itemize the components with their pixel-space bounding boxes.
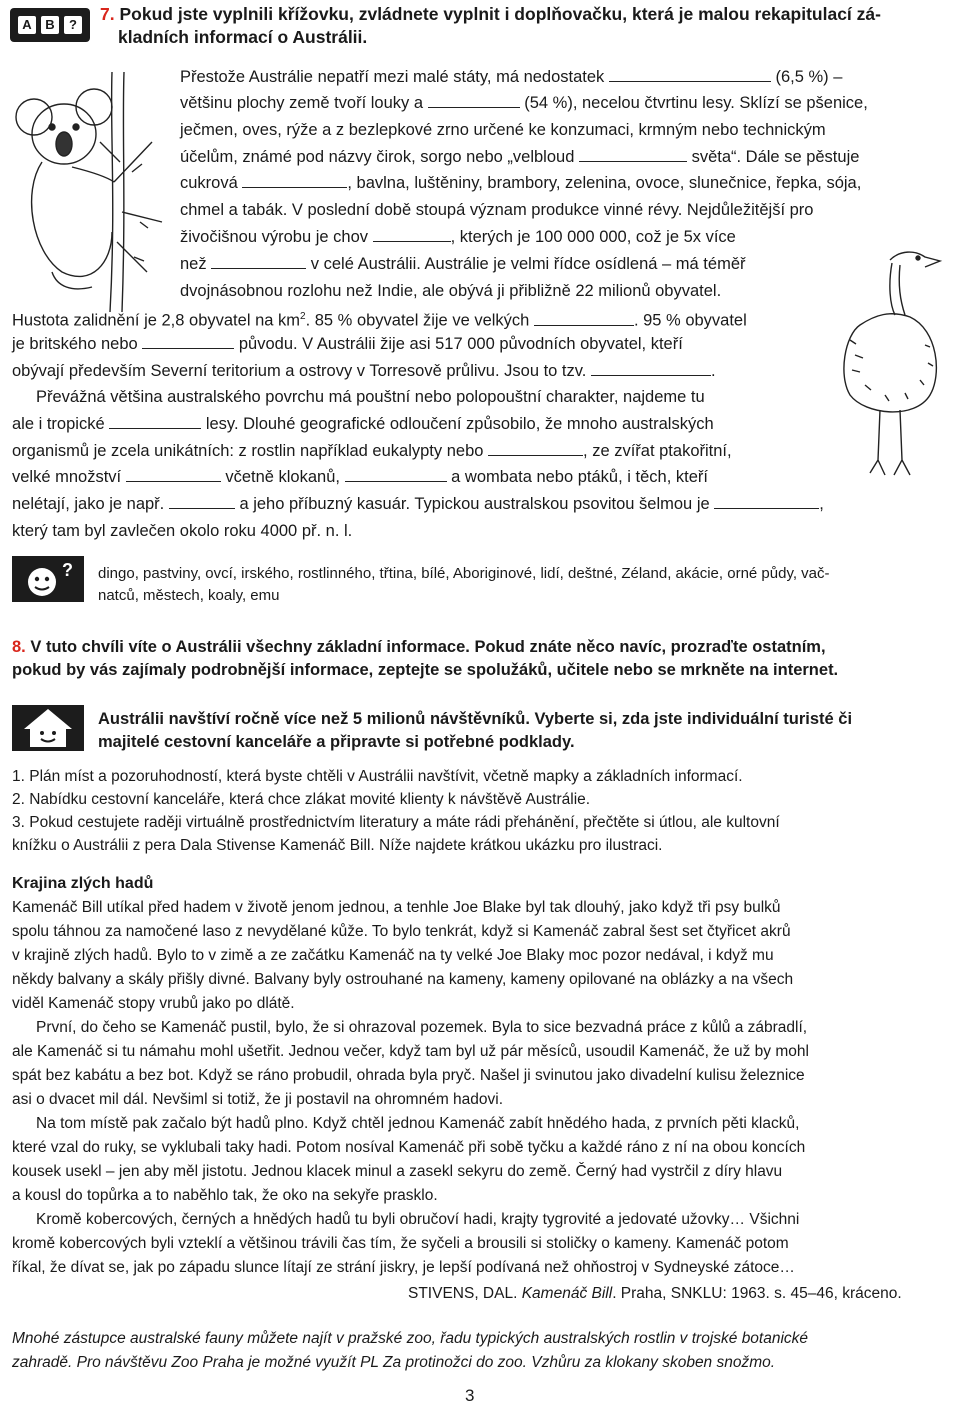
blank-ovci[interactable]	[373, 227, 451, 242]
cloze-line-5: cukrová , bavlna, luštěniny, brambory, zelenina, ovoce, slunečnice, řepka, sója,	[180, 174, 862, 192]
story-line: a kousl do topůrka a to naběhlo tak, že oko na sekyře prasklo.	[12, 1187, 438, 1204]
task8-number: 8.	[12, 638, 26, 656]
task7-heading-line2: kladních informací o Austrálii.	[118, 27, 368, 47]
story-line: které vzal do ruky, se vyklubali taky hadi. Potom nosíval Kamenáč při sobě tyčku a každé ráno z ní na obou koncích	[12, 1139, 806, 1156]
homework-line2: majitelé cestovní kanceláře a připravte si potřebné podklady.	[98, 733, 575, 751]
word-bank-line2: natců, městech, koaly, emu	[98, 587, 280, 604]
blank-aboriginove[interactable]	[591, 361, 711, 376]
story-line: spát bez kabátu a bez bot. Když se ráno probudil, ohrada byla pryč. Našel ji svinutou jako divadelní kulisu železnice	[12, 1067, 805, 1084]
badge-letter-a: A	[18, 16, 36, 34]
cloze-line-6: chmel a tabák. V poslední době stoupá význam produkce vinné révy. Nejdůležitější pro	[180, 201, 814, 219]
cloze-line-7: živočišnou výrobu je chov , kterých je 100 000 000, což je 5x více	[180, 228, 736, 246]
blank-dingo[interactable]	[714, 494, 819, 509]
story-line: ale Kamenáč si tu námahu mohl ušetřit. Jednou večer, když tam byl už pár měsíců, usoudil Kamenáč, že už by mohl	[12, 1043, 809, 1060]
task7-heading-line1: 7. Pokud jste vyplnili křížovku, zvládnete vyplnit i doplňovačku, která je malou rekapitulací zá-	[100, 4, 881, 24]
option-2: 2. Nabídku cestovní kanceláře, která chce zlákat movité klienty k návštěvě Austrálie.	[12, 791, 591, 808]
blank-orne-pudy[interactable]	[609, 67, 771, 82]
story-line: říkal, že dívat se, jak po západu slunce lítají ze strání jiskry, je lepší podívaná než ohňostroj v Sydneyské zátoce…	[12, 1259, 795, 1276]
page-number: 3	[465, 1386, 475, 1405]
story-line: asi o dvacet mil dál. Nevšiml si totiž, že ji postavil na ohromném hadovi.	[12, 1091, 504, 1108]
cloze-line-16: velké množství včetně klokanů, a wombata nebo ptáků, i těch, kteří	[12, 468, 708, 486]
abc-badge-icon	[10, 8, 90, 42]
emu-illustration	[830, 245, 948, 480]
cloze-line-9: dvojnásobnou rozlohu než Indie, ale obývá ji přibližně 22 milionů obyvatel.	[180, 282, 722, 300]
cloze-line-17: nelétají, jako je např. a jeho příbuzný kasuár. Typickou australskou psovitou šelmou je ,	[12, 495, 824, 513]
blank-irskeho[interactable]	[142, 334, 234, 349]
cloze-line-4: účelům, známé pod názvy čirok, sorgo nebo „velbloud světa“. Dále se pěstuje	[180, 148, 860, 166]
option-1: 1. Plán míst a pozoruhodností, která byste chtěli v Austrálii navštívit, včetně mapky a základních informací.	[12, 768, 743, 785]
task8-line1: 8. V tuto chvíli víte o Austrálii všechny základní informace. Pokud znáte něco navíc, prozraďte ostatním,	[12, 638, 826, 656]
cloze-line-2: většinu plochy země tvoří louky a (54 %), necelou čtvrtinu lesy. Sklízí se pšenice,	[180, 94, 868, 112]
story-line: První, do čeho se Kamenáč pustil, bylo, že si ohrazoval pozemek. Byla to sice bezvadná práce z kůlů a zábradlí,	[36, 1019, 808, 1036]
home-icon	[12, 705, 84, 751]
footer-note-line2: zahradě. Pro návštěvu Zoo Praha je možné využít PL Za protinožci do zoo. Vzhůru za klokany skoben snožmo.	[12, 1354, 776, 1371]
story-line: kousek usekl – jen aby měl jistotu. Jednou klacek minul a zasekl sekyru do země. Černý had vystrčil z díry hlavu	[12, 1163, 783, 1180]
cloze-line-1: Přestože Austrálie nepatří mezi malé státy, má nedostatek (6,5 %) –	[180, 68, 843, 86]
story-line: spolu táhnou za namočené laso z nevydělané kůže. To bylo tenkrát, když si Kamenáč zabral šest set čtyřicet akrů	[12, 923, 791, 940]
word-bank-line1: dingo, pastviny, ovcí, irského, rostlinného, třtina, bílé, Aboriginové, lidí, deštné, Zéland, akácie, orné půdy, vač-	[98, 565, 830, 582]
blank-vacnatcu[interactable]	[126, 467, 221, 482]
badge-letter-b: B	[41, 16, 59, 34]
story-line: Kromě kobercových, černých a hnědých hadů tu byli obručoví hadi, krajty tygrovité a jedovaté užovky… Všichni	[36, 1211, 800, 1228]
blank-mestech[interactable]	[534, 311, 634, 326]
badge-letter-q: ?	[64, 16, 82, 34]
blank-pastviny[interactable]	[428, 93, 520, 108]
story-line: v krajině zlých hadů. Bylo to v zimě a ze začátku Kamenáč na ty velké Joe Blaky moc pozor nedával, i když mu	[12, 947, 774, 964]
story-line: kromě kobercových byli vzteklí a většinou trávili čas tím, že syčeli a brousili si stoličky o kameny. Kamenáč potom	[12, 1235, 789, 1252]
cloze-line-8: než v celé Austrálii. Austrálie je velmi řídce osídlená – má téměř	[180, 255, 746, 273]
koala-illustration	[12, 72, 167, 312]
blank-koaly[interactable]	[345, 467, 447, 482]
cloze-line-15: organismů je zcela unikátních: z rostlin například eukalypty nebo , ze zvířat ptakořitní,	[12, 442, 732, 460]
cloze-line-11: je britského nebo původu. V Austrálii žije asi 517 000 původních obyvatel, kteří	[12, 335, 683, 353]
blank-lidi[interactable]	[211, 254, 306, 269]
cloze-line-14: ale i tropické lesy. Dlouhé geografické odloučení způsobilo, že mnoho australských	[12, 415, 714, 433]
cloze-line-13: Převážná většina australského povrchu má pouštní nebo polopouštní charakter, najdeme tu	[36, 388, 705, 406]
cloze-line-12: obývají především Severní teritorium a ostrovy v Torresově průlivu. Jsou to tzv. .	[12, 362, 716, 380]
homework-line1: Austrálii navštíví ročně více než 5 milionů návštěvníků. Vyberte si, zda jste individuální turisté či	[98, 710, 853, 728]
story-line: viděl Kamenáč stopy vrubů jako po dlátě.	[12, 995, 295, 1012]
cloze-line-18: který tam byl zavlečen okolo roku 4000 př. n. l.	[12, 522, 353, 540]
blank-destne[interactable]	[109, 414, 201, 429]
story-line: Na tom místě pak začalo být hadů plno. Když chtěl jednou Kamenáč zabít hnědého hada, z prvních pěti klacků,	[36, 1115, 800, 1132]
cloze-line-10: Hustota zalidnění je 2,8 obyvatel na $km^2$. 85 % obyvatel žije ve velkých . 95 % obyvatel	[12, 311, 747, 330]
story-line: někdy balvany a skály přišly divné. Balvany byly ostrouhané na kameny, kameny opilované na oblázky a na všech	[12, 971, 794, 988]
story-title: Krajina zlých hadů	[12, 875, 154, 892]
blank-akacie[interactable]	[488, 441, 583, 456]
blank-trtina[interactable]	[242, 173, 347, 188]
cloze-line-3: ječmen, oves, rýže a z bezlepkové zrno určené ke konzumaci, krmným nebo technickým	[180, 121, 826, 139]
blank-obili[interactable]	[579, 147, 687, 162]
option-3a: 3. Pokud cestujete raději virtuálně prostřednictvím literatury a máte rádi přehánění, přečtěte si útlou, ale kultovní	[12, 814, 780, 831]
citation: STIVENS, DAL. Kamenáč Bill. Praha, SNKLU: 1963. s. 45–46, kráceno.	[408, 1285, 902, 1302]
task8-line2: pokud by vás zajímaly podrobnější informace, zeptejte se spolužáků, učitele nebo se mrkněte na internet.	[12, 661, 839, 679]
option-3b: knížku o Austrálii z pera Dala Stivense Kamenáč Bill. Níže najdete krátkou ukázku pro ilustraci.	[12, 837, 663, 854]
svg-text:?: ?	[62, 560, 73, 580]
story-line: Kamenáč Bill utíkal před hadem v životě jenom jednou, a tenhle Joe Blake byl tak dlouhý, jako když tři psy bulků	[12, 899, 781, 916]
thinking-face-icon	[12, 556, 84, 602]
footer-note-line1: Mnohé zástupce australské fauny můžete najít v pražské zoo, řadu typických australských rostlin v trojské botanické	[12, 1330, 809, 1347]
task7-number: 7.	[100, 4, 115, 24]
blank-emu[interactable]	[169, 494, 235, 509]
